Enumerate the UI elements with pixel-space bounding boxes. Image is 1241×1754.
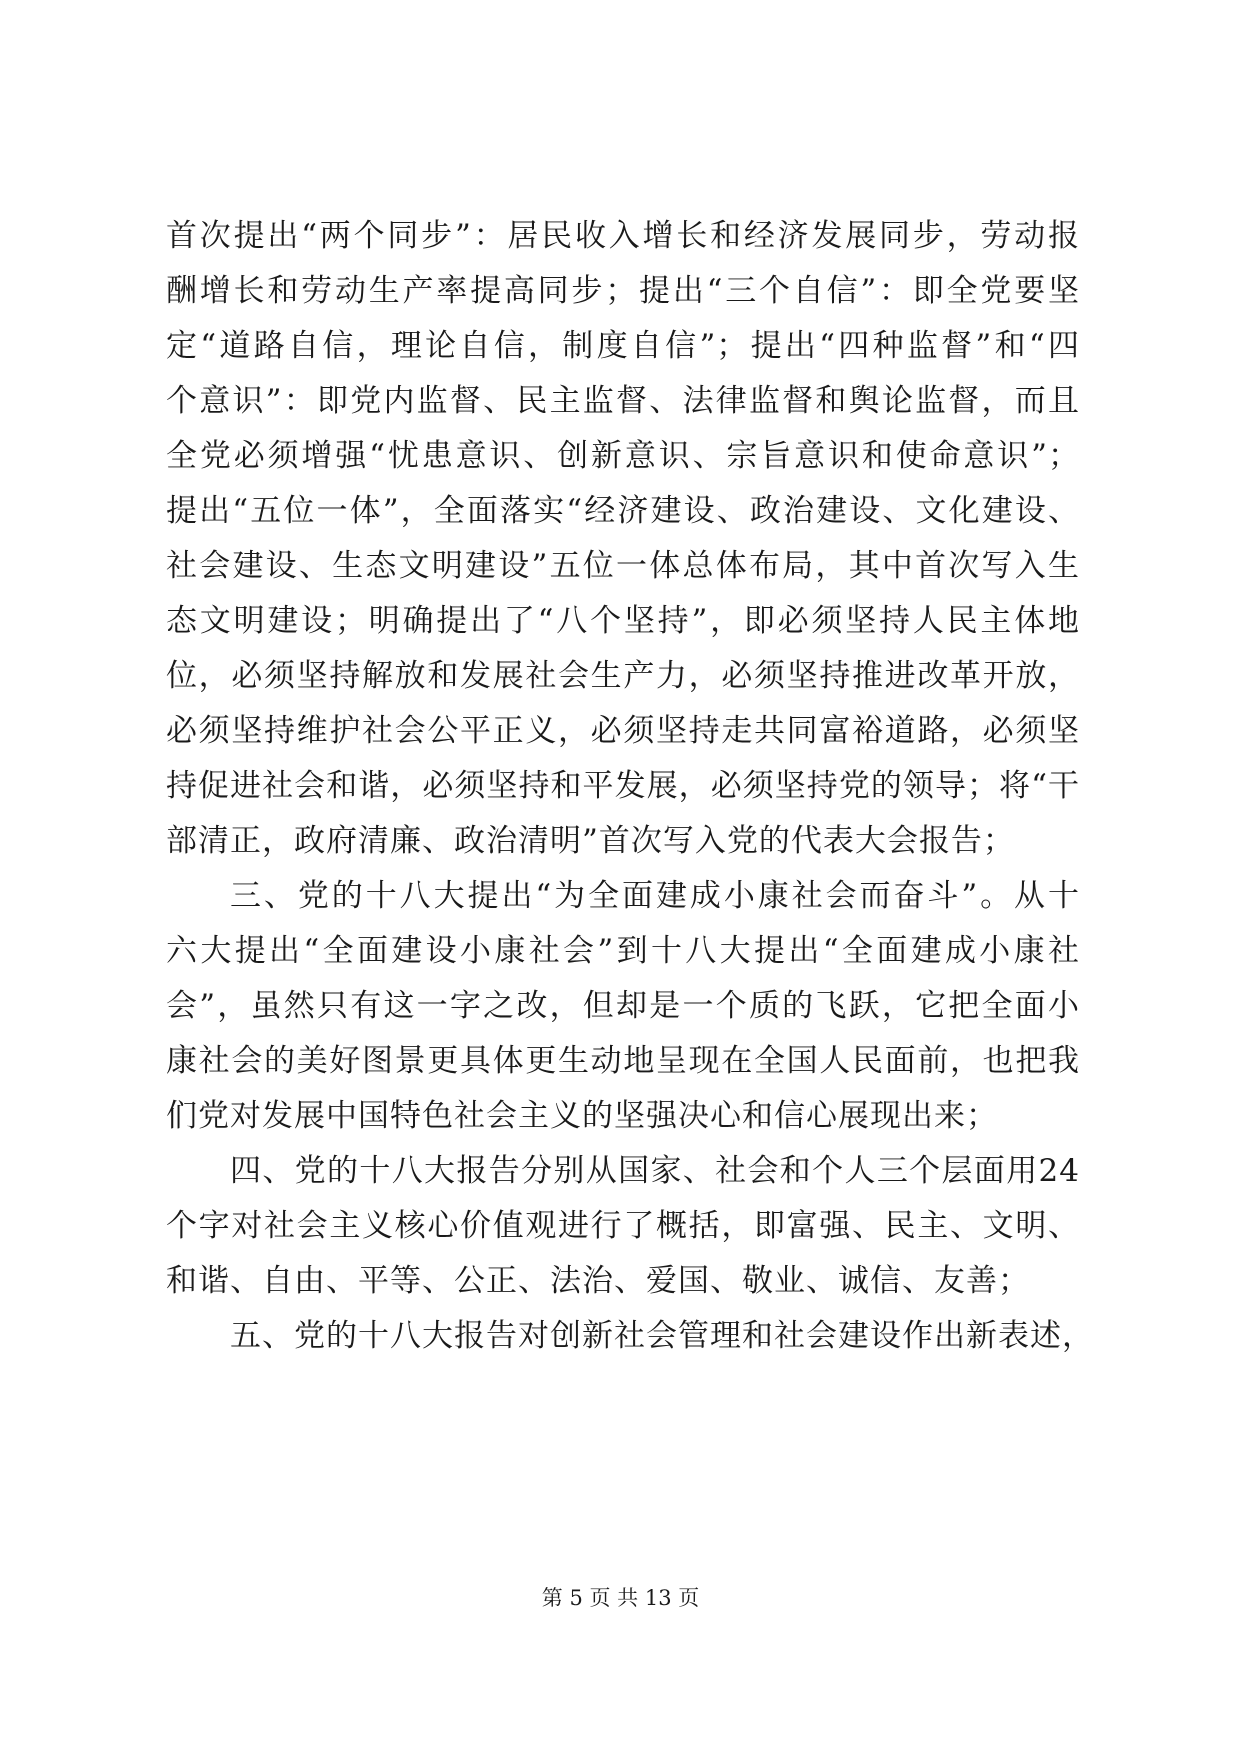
paragraph-start-line: 三、党的十八大提出“为全面建成小康社会而奋斗”。从十 bbox=[230, 878, 1080, 914]
text-line: 们党对发展中国特色社会主义的坚强决心和信心展现出来； bbox=[166, 1098, 998, 1134]
text-line: 社会建设、生态文明建设”五位一体总体布局，其中首次写入生 bbox=[166, 548, 1080, 584]
text-line: 会”，虽然只有这一字之改，但却是一个质的飞跃，它把全面小 bbox=[166, 988, 1080, 1024]
text-line: 酬增长和劳动生产率提高同步；提出“三个自信”：即全党要坚 bbox=[166, 273, 1080, 309]
text-line: 康社会的美好图景更具体更生动地呈现在全国人民面前，也把我 bbox=[166, 1043, 1080, 1079]
text-line: 六大提出“全面建设小康社会”到十八大提出“全面建成小康社 bbox=[166, 933, 1080, 969]
text-line: 个字对社会主义核心价值观进行了概括，即富强、民主、文明、 bbox=[166, 1208, 1080, 1244]
text-line: 提出“五位一体”，全面落实“经济建设、政治建设、文化建设、 bbox=[166, 493, 1080, 529]
text-line: 首次提出“两个同步”：居民收入增长和经济发展同步，劳动报 bbox=[166, 218, 1080, 254]
text-line: 个意识”：即党内监督、民主监督、法律监督和舆论监督，而且 bbox=[166, 383, 1080, 419]
text-line: 必须坚持维护社会公平正义，必须坚持走共同富裕道路，必须坚 bbox=[166, 713, 1080, 749]
text-line: 位，必须坚持解放和发展社会生产力，必须坚持推进改革开放， bbox=[166, 658, 1080, 694]
text-line: 部清正，政府清廉、政治清明”首次写入党的代表大会报告； bbox=[166, 823, 1015, 859]
text-line: 全党必须增强“忧患意识、创新意识、宗旨意识和使命意识”； bbox=[166, 438, 1080, 474]
text-line: 态文明建设；明确提出了“八个坚持”，即必须坚持人民主体地 bbox=[166, 603, 1080, 639]
text-line: 持促进社会和谐，必须坚持和平发展，必须坚持党的领导；将“干 bbox=[166, 768, 1080, 804]
text-line: 定“道路自信，理论自信，制度自信”；提出“四种监督”和“四 bbox=[166, 328, 1080, 364]
text-line: 和谐、自由、平等、公正、法治、爱国、敬业、诚信、友善； bbox=[166, 1263, 1030, 1299]
paragraph-start-line: 五、党的十八大报告对创新社会管理和社会建设作出新表述， bbox=[230, 1318, 1094, 1354]
paragraph-start-line: 四、党的十八大报告分别从国家、社会和个人三个层面用24 bbox=[230, 1153, 1080, 1189]
page-number-footer: 第 5 页 共 13 页 bbox=[541, 1586, 700, 1610]
